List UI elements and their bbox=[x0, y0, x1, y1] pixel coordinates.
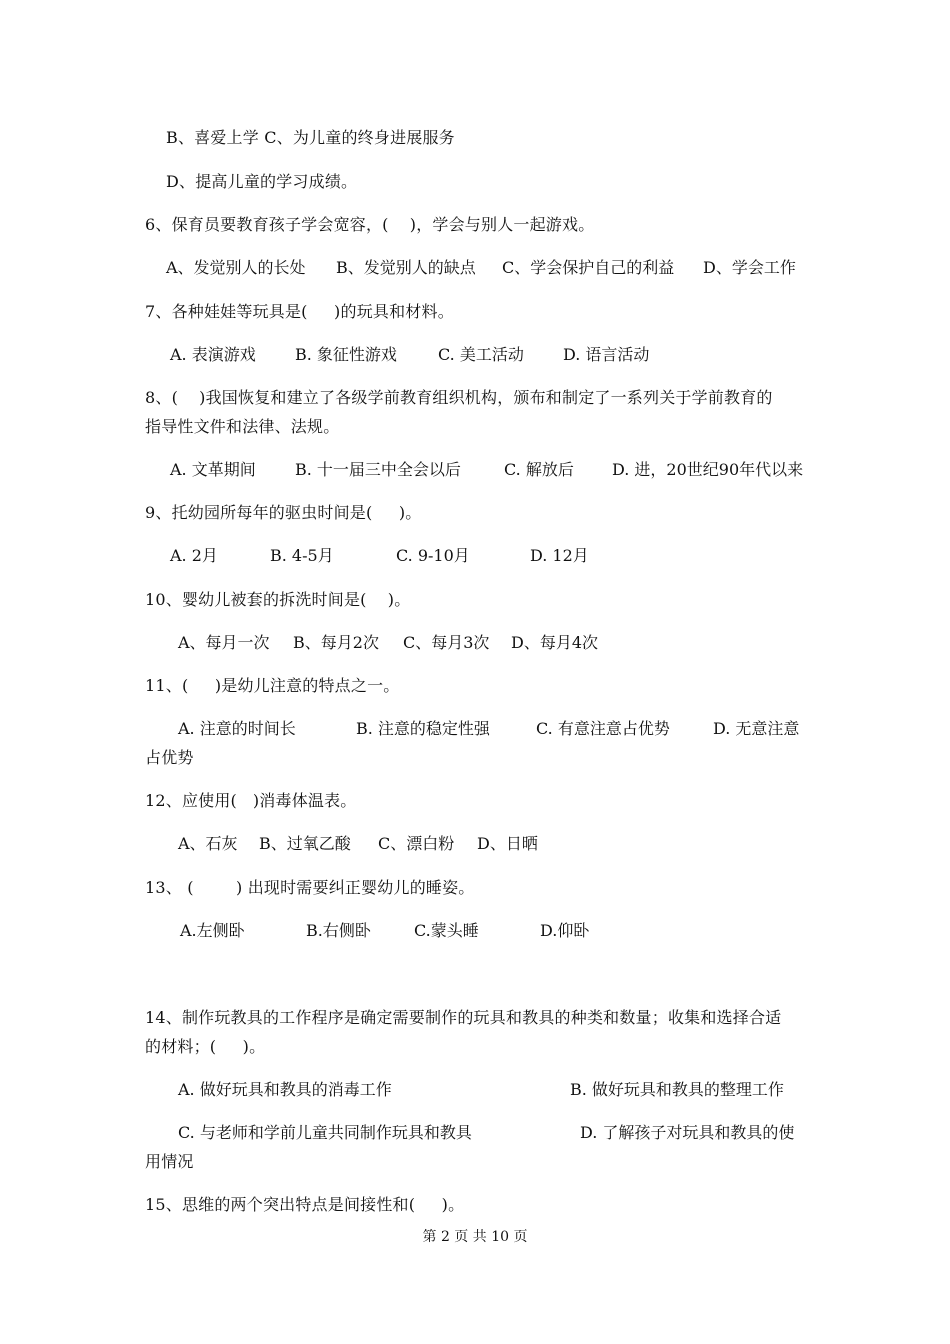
q10-option-d: D、每月4次 bbox=[511, 633, 599, 652]
q11-option-c: C. 有意注意占优势 bbox=[536, 719, 670, 738]
question-6-stem: 6、保育员要教育孩子学会宽容，( )，学会与别人一起游戏。 bbox=[145, 215, 595, 234]
q12-option-c: C、漂白粉 bbox=[378, 834, 455, 853]
q9-option-c: C. 9-10月 bbox=[396, 546, 470, 565]
q12-option-a: A、石灰 bbox=[178, 834, 238, 853]
question-11-stem: 11、( )是幼儿注意的特点之一。 bbox=[145, 676, 400, 695]
q11-option-b: B. 注意的稳定性强 bbox=[356, 719, 490, 738]
question-9-stem: 9、托幼园所每年的驱虫时间是( )。 bbox=[145, 503, 422, 522]
q8-option-d: D. 进，20世纪90年代以来 bbox=[612, 460, 804, 479]
question-8-stem-line2: 指导性文件和法律、法规。 bbox=[145, 417, 340, 436]
q7-option-a: A. 表演游戏 bbox=[170, 345, 256, 364]
q7-option-d: D. 语言活动 bbox=[563, 345, 650, 364]
q13-option-a: A.左侧卧 bbox=[180, 921, 245, 940]
q10-option-a: A、每月一次 bbox=[178, 633, 270, 652]
q14-option-c: C. 与老师和学前儿童共同制作玩具和教具 bbox=[178, 1123, 472, 1142]
page-footer: 第 2 页 共 10 页 bbox=[422, 1229, 528, 1245]
question-13-stem: 13、 ( ) 出现时需要纠正婴幼儿的睡姿。 bbox=[145, 878, 475, 897]
question-15-stem: 15、思维的两个突出特点是间接性和( )。 bbox=[145, 1195, 465, 1214]
question-12-stem: 12、应使用( )消毒体温表。 bbox=[145, 791, 357, 810]
q6-option-a: A、发觉别人的长处 bbox=[166, 258, 306, 277]
q7-option-b: B. 象征性游戏 bbox=[295, 345, 397, 364]
question-14-stem-line2: 的材料；( )。 bbox=[145, 1037, 266, 1056]
q14-option-d-wrap: 用情况 bbox=[145, 1152, 194, 1171]
q10-option-c: C、每月3次 bbox=[403, 633, 490, 652]
q7-option-c: C. 美工活动 bbox=[438, 345, 524, 364]
q11-option-d: D. 无意注意 bbox=[713, 719, 800, 738]
q5-continuation-line2: D、提高儿童的学习成绩。 bbox=[166, 172, 358, 191]
q9-option-d: D. 12月 bbox=[530, 546, 589, 565]
q14-option-a: A. 做好玩具和教具的消毒工作 bbox=[178, 1080, 392, 1099]
q14-option-b: B. 做好玩具和教具的整理工作 bbox=[570, 1080, 784, 1099]
question-10-stem: 10、婴幼儿被套的拆洗时间是( )。 bbox=[145, 590, 411, 609]
q8-option-c: C. 解放后 bbox=[504, 460, 574, 479]
question-7-stem: 7、各种娃娃等玩具是( )的玩具和材料。 bbox=[145, 302, 454, 321]
q14-option-d: D. 了解孩子对玩具和教具的使 bbox=[580, 1123, 795, 1142]
q10-option-b: B、每月2次 bbox=[293, 633, 379, 652]
q6-option-b: B、发觉别人的缺点 bbox=[336, 258, 476, 277]
q11-option-d-wrap: 占优势 bbox=[145, 748, 194, 767]
question-8-stem-line1: 8、( )我国恢复和建立了各级学前教育组织机构，颁布和制定了一系列关于学前教育的 bbox=[145, 388, 773, 407]
q11-option-a: A. 注意的时间长 bbox=[178, 719, 296, 738]
q13-option-c: C.蒙头睡 bbox=[414, 921, 479, 940]
q13-option-d: D.仰卧 bbox=[540, 921, 590, 940]
q8-option-b: B. 十一届三中全会以后 bbox=[295, 460, 461, 479]
q6-option-d: D、学会工作 bbox=[703, 258, 796, 277]
question-14-stem-line1: 14、制作玩教具的工作程序是确定需要制作的玩具和教具的种类和数量；收集和选择合适 bbox=[145, 1008, 782, 1027]
q12-option-b: B、过氧乙酸 bbox=[259, 834, 351, 853]
q8-option-a: A. 文革期间 bbox=[170, 460, 256, 479]
q5-continuation-line1: B、喜爱上学 C、为儿童的终身进展服务 bbox=[166, 128, 455, 147]
q6-option-c: C、学会保护自己的利益 bbox=[502, 258, 675, 277]
q13-option-b: B.右侧卧 bbox=[306, 921, 371, 940]
q12-option-d: D、日晒 bbox=[477, 834, 538, 853]
q9-option-b: B. 4-5月 bbox=[270, 546, 334, 565]
q9-option-a: A. 2月 bbox=[170, 546, 218, 565]
